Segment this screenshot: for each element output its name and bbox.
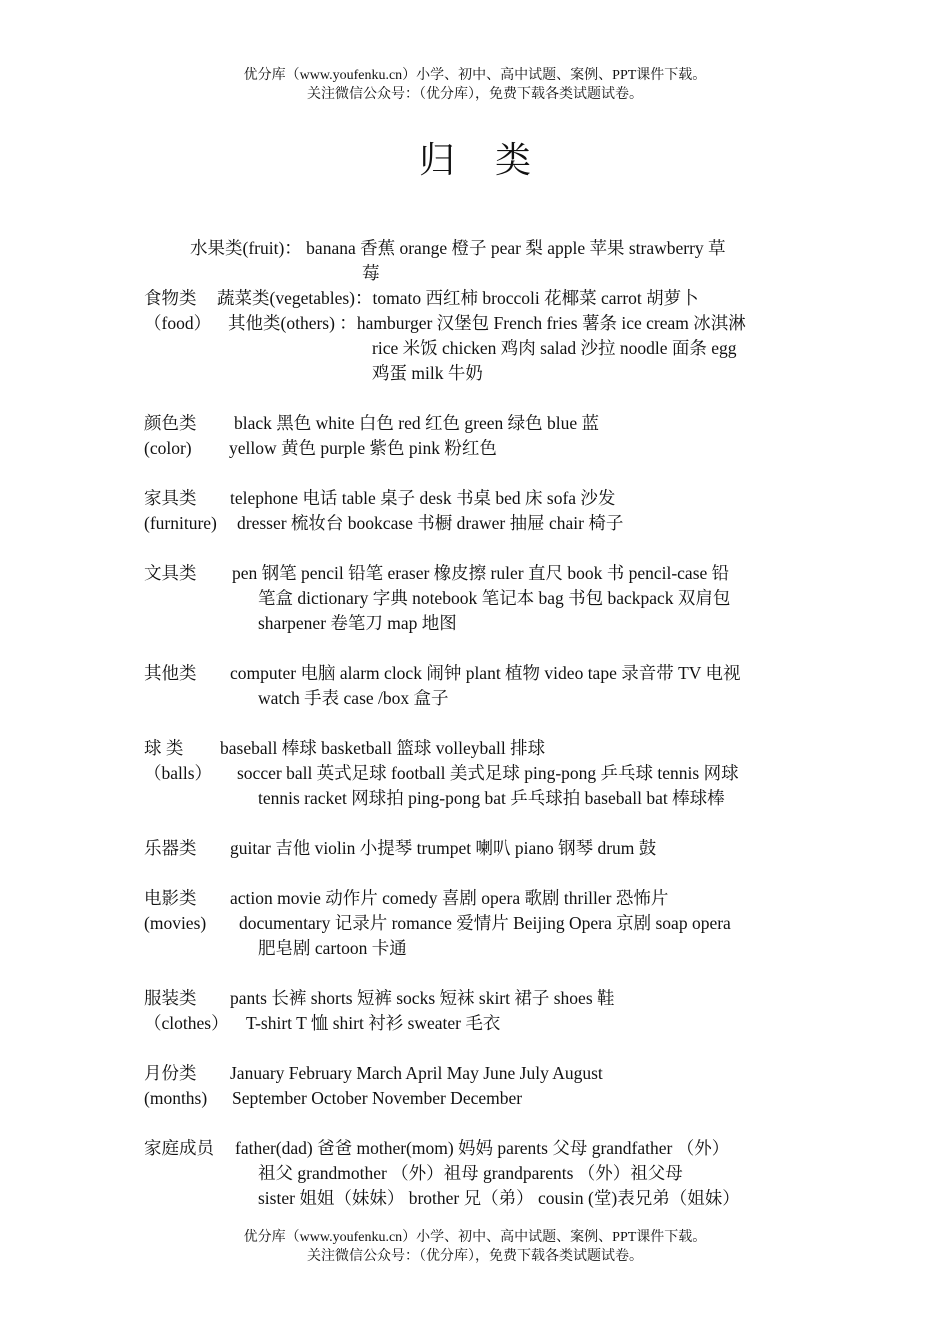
other-row-1 <box>144 661 808 686</box>
months-label-en: (months) <box>144 1088 208 1108</box>
furniture-row-1 <box>144 486 808 511</box>
color-row-2 <box>144 436 808 461</box>
clothes-line-2: T-shirt T 恤 shirt 衬衫 sweater 毛衣 <box>246 1013 501 1033</box>
food-label-en: （food） <box>144 313 212 333</box>
balls-line-3: tennis racket 网球拍 ping-pong bat 乒乓球拍 baseball bat 棒球棒 <box>258 788 725 808</box>
family-label: 家庭成员 <box>144 1138 214 1158</box>
others-line-1: hamburger 汉堡包 French fries 薯条 ice cream 冰淇淋 <box>356 313 746 333</box>
stationery-row-1 <box>144 561 808 586</box>
header-line-2: 关注微信公众号：（优分库），免费下载各类试题试卷。 <box>307 87 643 102</box>
movies-line-2: documentary 记录片 romance 爱情片 Beijing Opera 京剧 soap opera <box>239 913 731 933</box>
color-label: 颜色类 <box>144 413 197 433</box>
other-line-2: watch 手表 case /box 盒子 <box>258 688 449 708</box>
balls-row-2 <box>144 761 808 786</box>
balls-label-en: （balls） <box>144 763 213 783</box>
header-line-1: 优分库（www.youfenku.cn）小学、初中、高中试题、案例、PPT课件下载。 <box>243 68 707 83</box>
page-footer <box>0 1228 950 1266</box>
instruments-label: 乐器类 <box>144 838 197 858</box>
color-line-2: yellow 黄色 purple 紫色 pink 粉红色 <box>229 438 497 458</box>
veg-label: 蔬菜类(vegetables)： <box>217 288 373 308</box>
color-line-1: black 黑色 white 白色 red 红色 green 绿色 blue 蓝 <box>234 413 599 433</box>
months-label: 月份类 <box>144 1063 197 1083</box>
clothes-line-1: pants 长裤 shorts 短裤 socks 短袜 skirt 裙子 shoes 鞋 <box>230 988 615 1008</box>
movies-label-en: (movies) <box>144 913 207 933</box>
footer-line-2: 关注微信公众号：（优分库），免费下载各类试题试卷。 <box>307 1249 643 1264</box>
stationery-line-1: pen 钢笔 pencil 铅笔 eraser 橡皮擦 ruler 直尺 book 书 pencil-case 铅 <box>232 563 730 583</box>
color-label-en: (color) <box>144 438 192 458</box>
other-label: 其他类 <box>144 663 197 683</box>
footer-line-1: 优分库（www.youfenku.cn）小学、初中、高中试题、案例、PPT课件下载。 <box>243 1230 707 1245</box>
furniture-line-2: dresser 梳妆台 bookcase 书橱 drawer 抽屉 chair 椅子 <box>237 513 624 533</box>
others-line-2: rice 米饭 chicken 鸡肉 salad 沙拉 noodle 面条 egg <box>372 338 737 358</box>
furniture-label: 家具类 <box>144 488 197 508</box>
food-veg-row <box>144 286 808 311</box>
family-line-3: sister 姐姐（妹妹） brother 兄（弟） cousin (堂)表兄弟（姐妹） <box>258 1188 740 1208</box>
food-others-row <box>144 311 808 336</box>
furniture-label-en: (furniture) <box>144 513 217 533</box>
page-header <box>0 66 950 104</box>
balls-line-2: soccer ball 英式足球 football 美式足球 ping-pong 乒乓球 tennis 网球 <box>237 763 739 783</box>
months-line-2: September October November December <box>232 1088 523 1108</box>
movies-line-1: action movie 动作片 comedy 喜剧 opera 歌剧 thriller 恐怖片 <box>230 888 669 908</box>
instruments-row <box>144 836 808 861</box>
family-line-2: 祖父 grandmother （外）祖母 grandparents （外）祖父母 <box>258 1163 683 1183</box>
other-line-1: computer 电脑 alarm clock 闹钟 plant 植物 video tape 录音带 TV 电视 <box>230 663 741 683</box>
veg-items: tomato 西红柿 broccoli 花椰菜 carrot 胡萝卜 <box>372 288 699 308</box>
fruit-section <box>144 236 808 261</box>
instruments-line-1: guitar 吉他 violin 小提琴 trumpet 喇叭 piano 钢琴 drum 鼓 <box>230 838 657 858</box>
furniture-line-1: telephone 电话 table 桌子 desk 书桌 bed 床 sofa 沙发 <box>230 488 616 508</box>
stationery-line-3: sharpener 卷笔刀 map 地图 <box>258 613 457 633</box>
fruit-line-2: 莓 <box>362 263 380 283</box>
clothes-label: 服装类 <box>144 988 197 1008</box>
stationery-label: 文具类 <box>144 563 197 583</box>
months-row-1 <box>144 1061 808 1086</box>
color-row-1 <box>144 411 808 436</box>
stationery-line-2: 笔盒 dictionary 字典 notebook 笔记本 bag 书包 backpack 双肩包 <box>258 588 731 608</box>
balls-line-1: baseball 棒球 basketball 篮球 volleyball 排球 <box>220 738 546 758</box>
movies-row-2 <box>144 911 808 936</box>
movies-label: 电影类 <box>144 888 197 908</box>
movies-line-3: 肥皂剧 cartoon 卡通 <box>258 938 407 958</box>
clothes-label-en: （clothes） <box>144 1013 229 1033</box>
food-label: 食物类 <box>144 288 197 308</box>
months-line-1: January February March April May June July August <box>230 1063 603 1083</box>
clothes-row-1 <box>144 986 808 1011</box>
balls-label: 球 类 <box>144 738 184 758</box>
vocabulary-list <box>144 236 808 1211</box>
family-line-1: father(dad) 爸爸 mother(mom) 妈妈 parents 父母 grandfather （外） <box>235 1138 730 1158</box>
fruit-line-1: banana 香蕉 orange 橙子 pear 梨 apple 苹果 strawberry 草 <box>306 238 726 258</box>
fruit-label: 水果类(fruit)： <box>190 238 302 258</box>
family-row-1 <box>144 1136 808 1161</box>
others-label: 其他类(others) ： <box>228 313 357 333</box>
balls-row-1 <box>144 736 808 761</box>
clothes-row-2 <box>144 1011 808 1036</box>
page-title: 归类 <box>418 140 571 181</box>
furniture-row-2 <box>144 511 808 536</box>
movies-row-1 <box>144 886 808 911</box>
months-row-2 <box>144 1086 808 1111</box>
others-line-3: 鸡蛋 milk 牛奶 <box>372 363 483 383</box>
